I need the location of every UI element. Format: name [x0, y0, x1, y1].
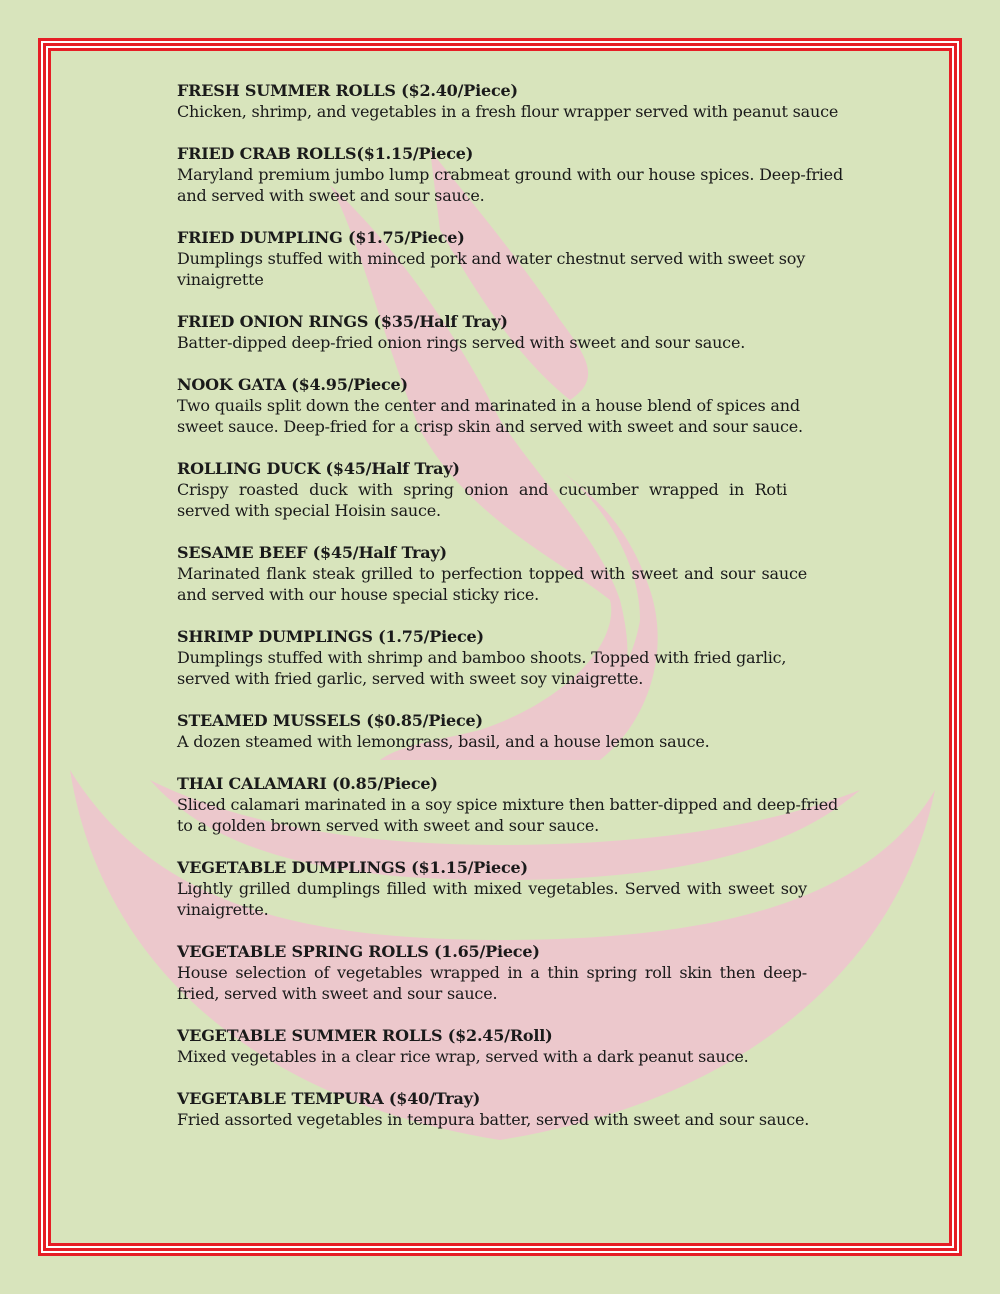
item-description: Two quails split down the center and marinated in a house blend of spices and sweet sauce. Deep-fried for a crisp skin and served with sweet and sour sauce.	[177, 396, 803, 436]
menu-item	[177, 1025, 843, 1067]
item-description: Dumplings stuffed with minced pork and water chestnut served with sweet soy vinaigrette	[177, 249, 806, 289]
item-name: SHRIMP DUMPLINGS (1.75/Piece)	[177, 627, 484, 646]
item-name: VEGETABLE TEMPURA ($40/Tray)	[177, 1089, 481, 1108]
item-description: Fried assorted vegetables in tempura batter, served with sweet and sour sauce.	[177, 1110, 810, 1129]
menu-item	[177, 941, 843, 1004]
item-name: THAI CALAMARI (0.85/Piece)	[177, 774, 438, 793]
item-name: NOOK GATA ($4.95/Piece)	[177, 375, 408, 394]
item-description: Crispy roasted duck with spring onion and cucumber wrapped in Roti served with special Hoisin sauce.	[177, 480, 787, 520]
item-description: Maryland premium jumbo lump crabmeat ground with our house spices. Deep-fried and served with sweet and sour sauce.	[177, 165, 843, 205]
menu-item	[177, 773, 843, 836]
item-name: VEGETABLE DUMPLINGS ($1.15/Piece)	[177, 858, 528, 877]
item-name: FRESH SUMMER ROLLS ($2.40/Piece)	[177, 81, 518, 100]
menu-item	[177, 227, 843, 290]
menu-item	[177, 1088, 843, 1130]
menu-item	[177, 626, 843, 689]
menu-item	[177, 458, 843, 521]
item-name: FRIED ONION RINGS ($35/Half Tray)	[177, 312, 508, 331]
item-description: Dumplings stuffed with shrimp and bamboo shoots. Topped with fried garlic, served with fried garlic, served with sweet soy vinaigrette.	[177, 648, 787, 688]
item-name: ROLLING DUCK ($45/Half Tray)	[177, 459, 460, 478]
item-name: VEGETABLE SUMMER ROLLS ($2.45/Roll)	[177, 1026, 553, 1045]
menu-item	[177, 710, 843, 752]
menu-item	[177, 80, 843, 122]
item-description: Sliced calamari marinated in a soy spice mixture then batter-dipped and deep-fried to a golden brown served with sweet and sour sauce.	[177, 795, 839, 835]
menu-item	[177, 857, 843, 920]
item-description: Lightly grilled dumplings filled with mixed vegetables. Served with sweet soy vinaigrette.	[177, 879, 807, 919]
item-description: Chicken, shrimp, and vegetables in a fresh flour wrapper served with peanut sauce	[177, 102, 839, 121]
item-name: VEGETABLE SPRING ROLLS (1.65/Piece)	[177, 942, 540, 961]
item-name: FRIED DUMPLING ($1.75/Piece)	[177, 228, 465, 247]
item-description: Marinated flank steak grilled to perfection topped with sweet and sour sauce and served with our house special sticky rice.	[177, 564, 807, 604]
item-description: House selection of vegetables wrapped in a thin spring roll skin then deep-fried, served with sweet and sour sauce.	[177, 963, 807, 1003]
item-name: FRIED CRAB ROLLS($1.15/Piece)	[177, 144, 474, 163]
menu-item	[177, 311, 843, 353]
menu-list	[177, 80, 843, 1151]
item-name: SESAME BEEF ($45/Half Tray)	[177, 543, 447, 562]
item-description: Mixed vegetables in a clear rice wrap, served with a dark peanut sauce.	[177, 1047, 749, 1066]
item-name: STEAMED MUSSELS ($0.85/Piece)	[177, 711, 483, 730]
item-description: Batter-dipped deep-fried onion rings served with sweet and sour sauce.	[177, 333, 746, 352]
item-description: A dozen steamed with lemongrass, basil, and a house lemon sauce.	[177, 732, 710, 751]
menu-item	[177, 542, 843, 605]
menu-item	[177, 374, 843, 437]
menu-item	[177, 143, 843, 206]
